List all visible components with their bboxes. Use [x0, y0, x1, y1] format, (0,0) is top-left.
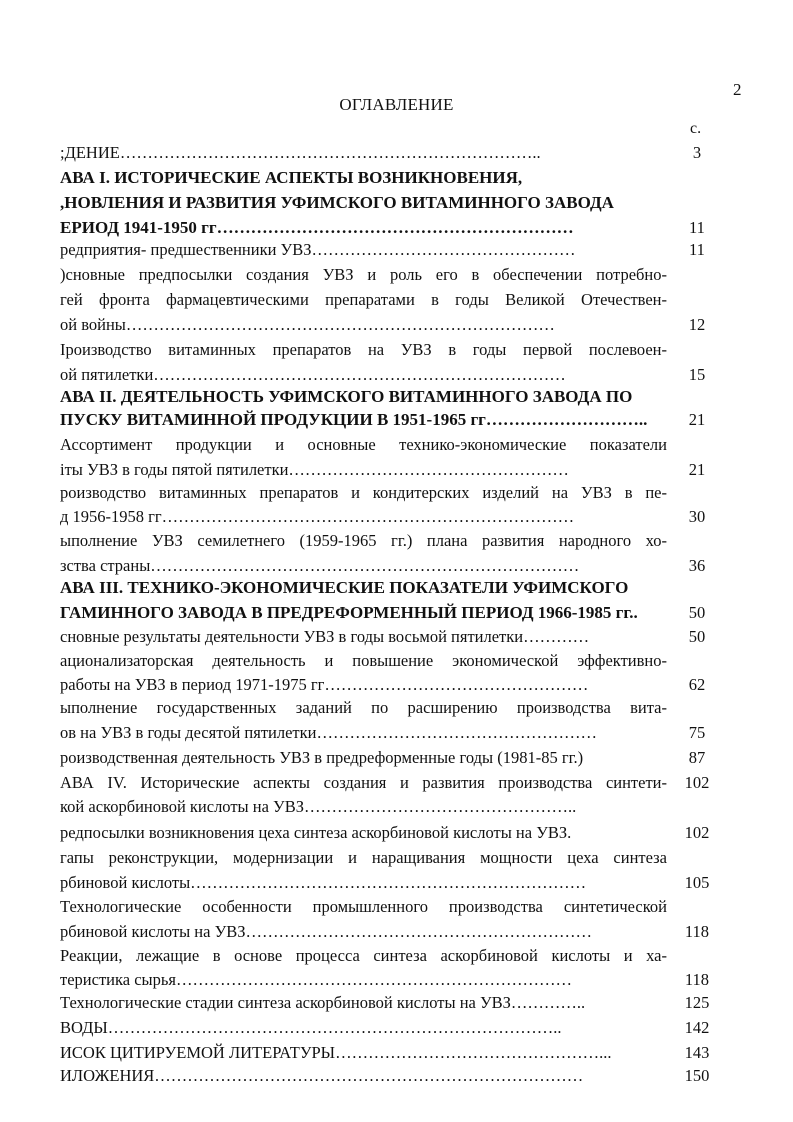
toc-page-number: 62: [688, 675, 706, 694]
toc-page-number: 30: [688, 507, 706, 526]
toc-entry: роизводство витаминных препаратов и кондитерских изделий на УВЗ в пе-: [60, 483, 667, 502]
toc-entry: АВА IV. Исторические аспекты создания и развития производства синтети-: [60, 773, 667, 792]
toc-entry: ГАМИННОГО ЗАВОДА В ПРЕДРЕФОРМЕННЫЙ ПЕРИОД 1966-1985 гг..: [60, 603, 638, 622]
toc-page-number: 75: [688, 723, 706, 742]
toc-page-number: 150: [684, 1066, 710, 1085]
toc-page-number: 15: [688, 365, 706, 384]
toc-page-number: 102: [684, 773, 710, 792]
toc-page-number: 142: [684, 1018, 710, 1037]
toc-entry: ИСОК ЦИТИРУЕМОЙ ЛИТЕРАТУРЫ…………………………………………...: [60, 1043, 612, 1062]
toc-entry: кой аскорбиновой кислоты на УВЗ…………………………………………..: [60, 797, 577, 816]
toc-entry: рбиновой кислоты………………………………………………………………: [60, 873, 587, 892]
toc-entry: ой пятилетки…………………………………………………………………: [60, 365, 566, 384]
toc-entry: ыполнение государственных заданий по расширению производства вита-: [60, 698, 667, 717]
toc-entry: роизводственная деятельность УВЗ в предреформенные годы (1981-85 гг.): [60, 748, 584, 767]
toc-entry: АВА III. ТЕХНИКО-ЭКОНОМИЧЕСКИЕ ПОКАЗАТЕЛИ УФИМСКОГО: [60, 578, 629, 597]
toc-page-number: 21: [688, 410, 706, 429]
toc-entry: д 1956-1958 гг…………………………………………………………………: [60, 507, 575, 526]
toc-entry: Технологические особенности промышленного производства синтетической: [60, 897, 667, 916]
page-number: 2: [733, 80, 742, 99]
toc-page-number: 102: [684, 823, 710, 842]
toc-entry: редприятия- предшественники УВЗ…………………………………………: [60, 240, 576, 259]
toc-page-number: 3: [692, 143, 702, 162]
toc-entry: Технологические стадии синтеза аскорбиновой кислоты на УВЗ…………..: [60, 993, 586, 1012]
toc-entry: ой войны……………………………………………………………………: [60, 315, 555, 334]
toc-entry: гапы реконструкции, модернизации и наращивания мощности цеха синтеза: [60, 848, 667, 867]
toc-page-number: 11: [689, 218, 705, 237]
toc-entry: ЕРИОД 1941-1950 гг………………………………………………………: [60, 218, 574, 237]
toc-page-number: 118: [684, 970, 710, 989]
toc-page-number: 125: [684, 993, 710, 1012]
toc-entry: редпосылки возникновения цеха синтеза аскорбиновой кислоты на УВЗ.: [60, 823, 572, 842]
toc-page-number: 11: [689, 240, 705, 259]
toc-page-number: 50: [688, 627, 706, 646]
toc-entry: рбиновой кислоты на УВЗ………………………………………………………: [60, 922, 593, 941]
toc-entry: зства страны……………………………………………………………………: [60, 556, 580, 575]
toc-entry: АВА II. ДЕЯТЕЛЬНОСТЬ УФИМСКОГО ВИТАМИННОГО ЗАВОДА ПО: [60, 387, 633, 406]
toc-entry: ов на УВЗ в годы десятой пятилетки……………………………………………: [60, 723, 597, 742]
toc-page-number: 105: [684, 873, 710, 892]
toc-entry: Реакции, лежащие в основе процесса синтеза аскорбиновой кислоты и ха-: [60, 946, 667, 965]
toc-page-number: 36: [688, 556, 706, 575]
toc-entry: ационализаторская деятельность и повышение экономической эффективно-: [60, 651, 667, 670]
toc-entry: ИЛОЖЕНИЯ……………………………………………………………………: [60, 1066, 584, 1085]
toc-page-number: 87: [688, 748, 706, 767]
toc-title: ОГЛАВЛЕНИЕ: [339, 95, 454, 114]
toc-entry: Ассортимент продукции и основные технико-экономические показатели: [60, 435, 667, 454]
toc-entry: сновные результаты деятельности УВЗ в годы восьмой пятилетки…………: [60, 627, 590, 646]
toc-entry: ыполнение УВЗ семилетнего (1959-1965 гг.) плана развития народного хо-: [60, 531, 667, 550]
toc-page-number: 50: [688, 603, 706, 622]
toc-page-number: 12: [688, 315, 706, 334]
toc-page-number: 21: [688, 460, 706, 479]
toc-entry: ,НОВЛЕНИЯ И РАЗВИТИЯ УФИМСКОГО ВИТАМИННОГО ЗАВОДА: [60, 193, 614, 212]
toc-entry: теристика сырья………………………………………………………………: [60, 970, 572, 989]
toc-entry: іты УВЗ в годы пятой пятилетки……………………………………………: [60, 460, 569, 479]
toc-page-number: 118: [684, 922, 710, 941]
toc-entry: Іроизводство витаминных препаратов на УВЗ в годы первой послевоен-: [60, 340, 667, 359]
toc-entry: АВА I. ИСТОРИЧЕСКИЕ АСПЕКТЫ ВОЗНИКНОВЕНИЯ,: [60, 168, 523, 187]
toc-entry: работы на УВЗ в период 1971-1975 гг…………………………………………: [60, 675, 589, 694]
toc-entry: ПУСКУ ВИТАМИННОЙ ПРОДУКЦИИ В 1951-1965 гг………………………..: [60, 410, 648, 429]
toc-entry: ;ДЕНИЕ…………………………………………………………………..: [60, 143, 541, 162]
page-column-label: с.: [690, 120, 702, 137]
toc-page-number: 143: [684, 1043, 710, 1062]
toc-entry: ВОДЫ………………………………………………………………………..: [60, 1018, 562, 1037]
toc-entry: гей фронта фармацевтическими препаратами в годы Великой Отечествен-: [60, 290, 667, 309]
toc-entry: )сновные предпосылки создания УВЗ и роль его в обеспечении потребно-: [60, 265, 667, 284]
